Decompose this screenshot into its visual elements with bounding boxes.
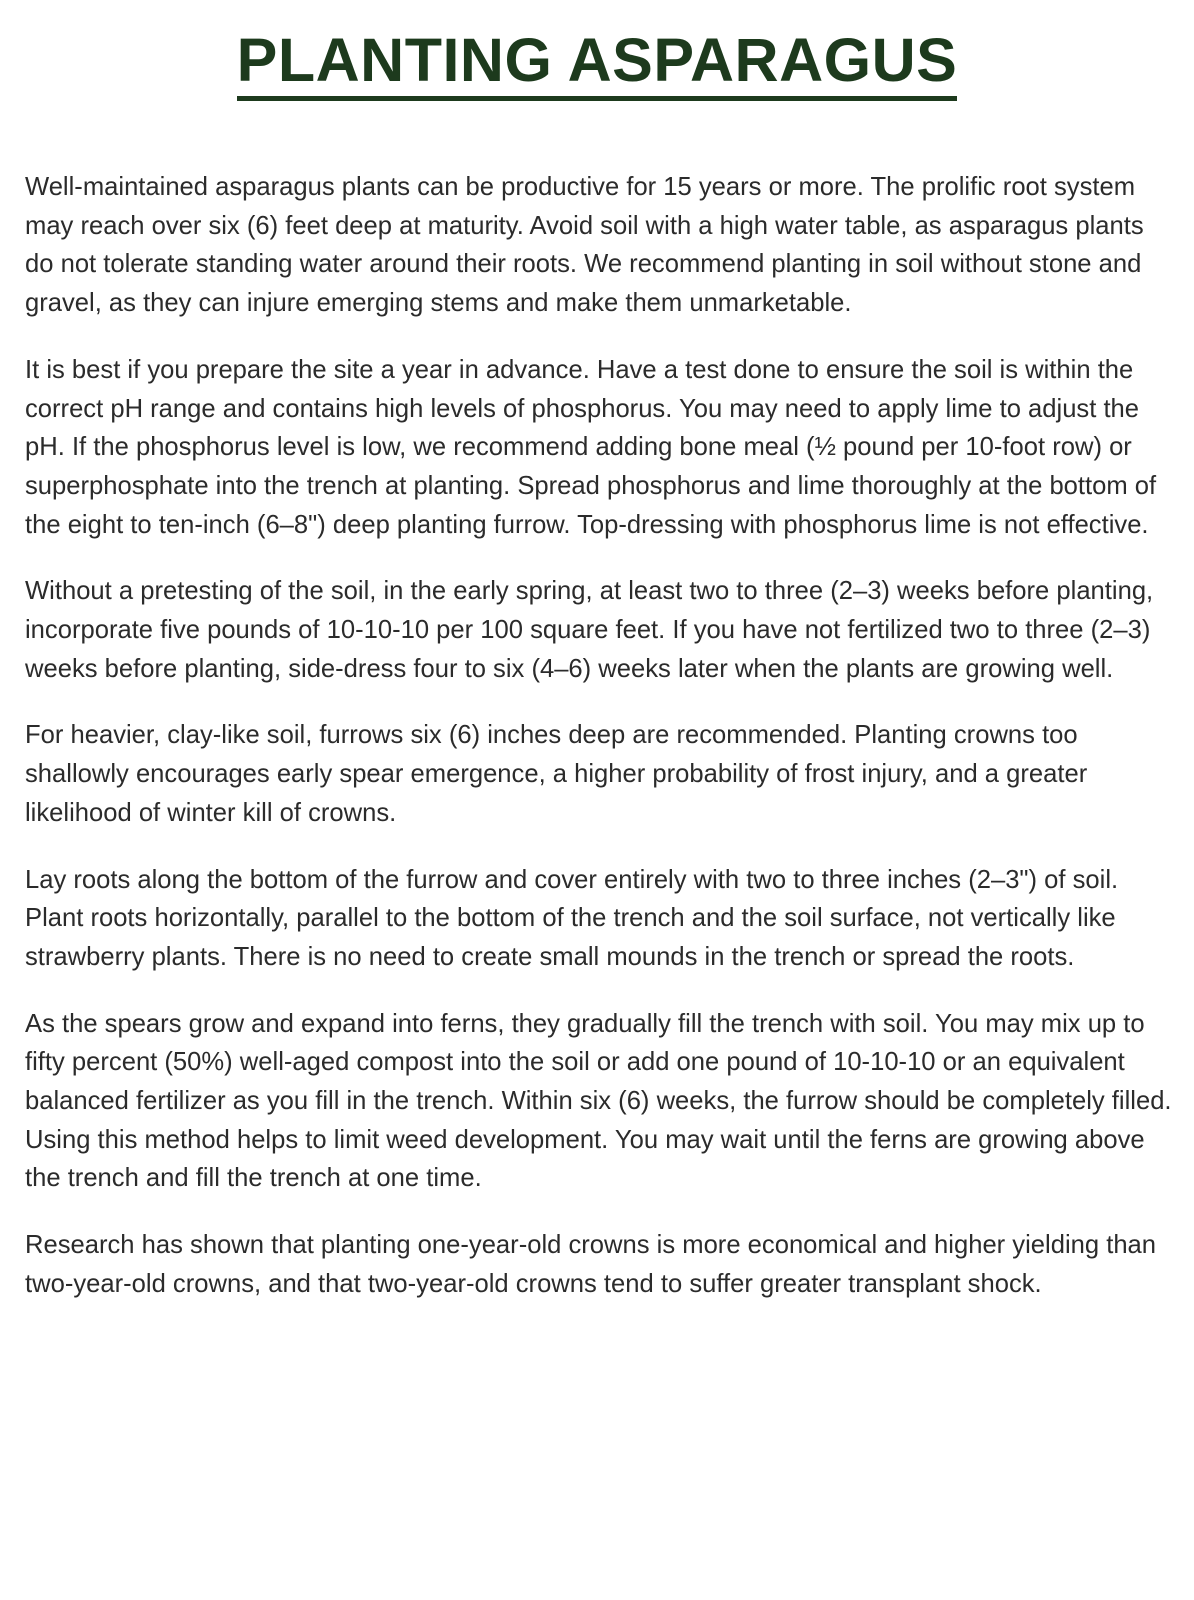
page-title: PLANTING ASPARAGUS — [237, 26, 958, 101]
document-body — [25, 168, 1175, 1332]
paragraph-site-preparation: It is best if you prepare the site a year in advance. Have a test done to ensure the soil is within the correct pH range and contains high levels of phosphorus. You may need to apply lime to adjust the pH. If the phosphorus level is low, we recommend adding bone meal (½ pound per 10-foot row) or superphosphate into the trench at planting. Spread phosphorus and lime thoroughly at the bottom of the eight to ten-inch (6–8") deep planting furrow. Top-dressing with phosphorus lime is not effective. — [25, 355, 1157, 539]
paragraph-filling-trench: As the spears grow and expand into ferns, they gradually fill the trench with soil. You may mix up to fifty percent (50%) well-aged compost into the soil or add one pound of 10-10-10 or an equivalent balanced fertilizer as you fill in the trench. Within six (6) weeks, the furrow should be completely filled. Using this method helps to limit weed development. You may wait until the ferns are growing above the trench and fill the trench at one time. — [25, 1009, 1172, 1193]
paragraph-crown-age: Research has shown that planting one-year-old crowns is more economical and higher yielding than two-year-old crowns, and that two-year-old crowns tend to suffer greater transplant shock. — [25, 1231, 1157, 1298]
title-container — [0, 26, 1194, 101]
paragraph-furrow-depth: For heavier, clay-like soil, furrows six (6) inches deep are recommended. Planting crowns too shallowly encourages early spear emergence, a higher probability of frost injury, and a greater likelihood of winter kill of crowns. — [25, 721, 1088, 827]
paragraph-site-selection: Well-maintained asparagus plants can be productive for 15 years or more. The prolific root system may reach over six (6) feet deep at maturity. Avoid soil with a high water table, as asparagus plants do not tolerate standing water around their roots. We recommend planting in soil without stone and gravel, as they can injure emerging stems and make them unmarketable. — [25, 173, 1144, 318]
paragraph-laying-roots: Lay roots along the bottom of the furrow and cover entirely with two to three inches (2–3") of soil. Plant roots horizontally, parallel to the bottom of the trench and the soil surface, not vertically like strawberry plants. There is no need to create small mounds in the trench or spread the roots. — [25, 865, 1119, 971]
paragraph-fertilizing: Without a pretesting of the soil, in the early spring, at least two to three (2–3) weeks before planting, incorporate five pounds of 10-10-10 per 100 square feet. If you have not fertilized two to three (2–3) weeks before planting, side-dress four to six (4–6) weeks later when the plants are growing well. — [25, 577, 1154, 683]
